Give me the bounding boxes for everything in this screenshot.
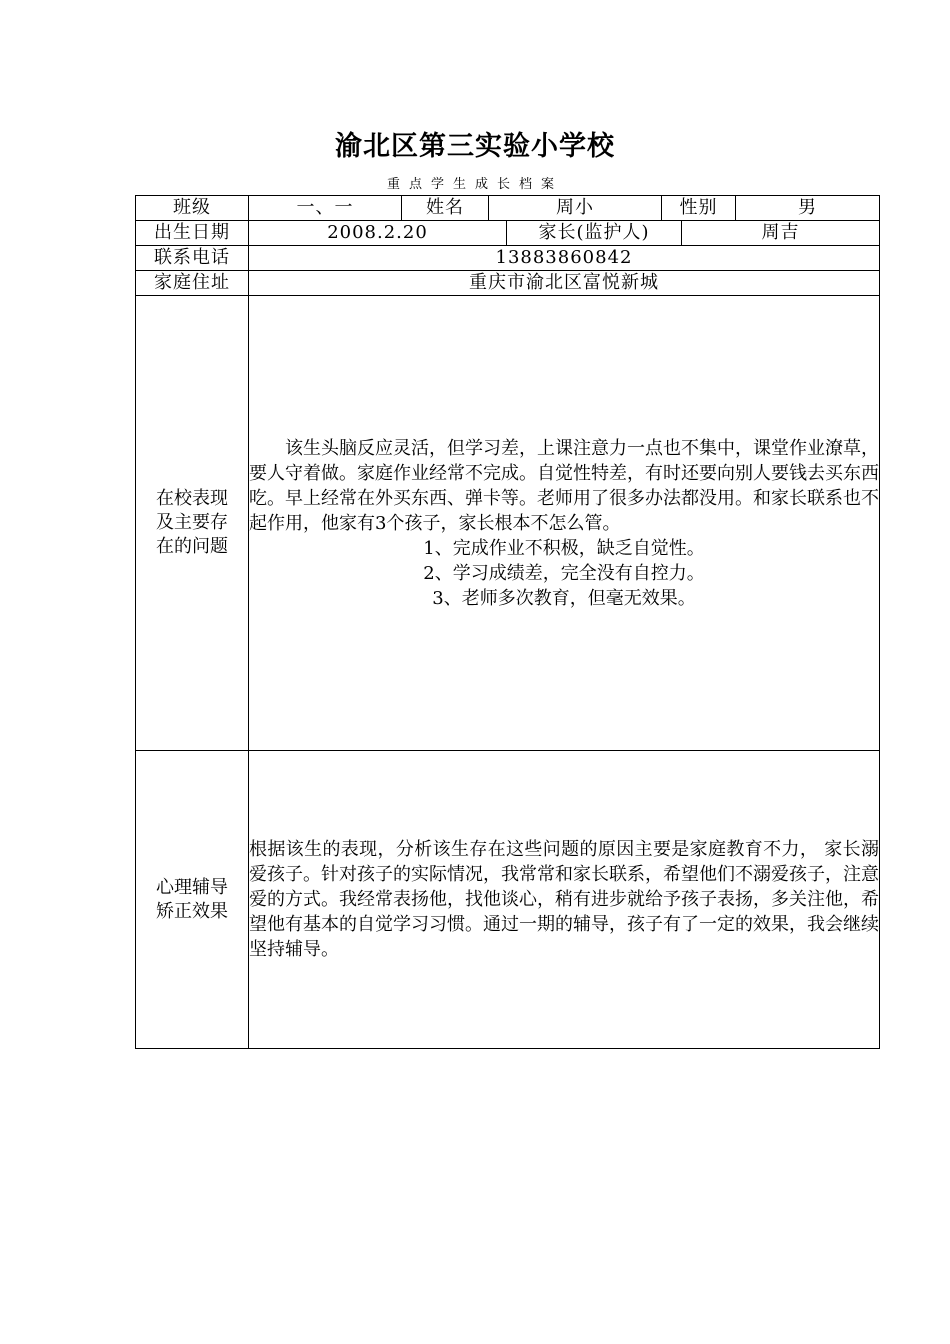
guardian-label: 家长(监护人): [507, 221, 682, 246]
class-value: 一、一: [249, 196, 402, 221]
birth-value: 2008.2.20: [249, 221, 507, 246]
form-subtitle: 重点学生成长档案: [386, 177, 563, 192]
performance-label-line: 在的问题: [156, 536, 228, 557]
phone-value: 13883860842: [249, 246, 880, 271]
performance-paragraph: 该生头脑反应灵活，但学习差，上课注意力一点也不集中，课堂作业潦草，要人守着做。家庭作业经常不完成。自觉性特差，有时还要向别人要钱去买东西吃。早上经常在外买东西、弹卡等。老师用了很多办法都没用。和家长联系也不起作用，他家有3个孩子，家长根本不怎么管。: [249, 437, 879, 534]
performance-item: 1、完成作业不积极，缺乏自觉性。: [423, 537, 705, 559]
gender-value: 男: [736, 196, 880, 221]
counseling-content: [249, 751, 880, 1049]
counseling-label-line: 矫正效果: [156, 900, 228, 922]
student-archive-table: [135, 195, 880, 1049]
birth-label: 出生日期: [136, 221, 249, 246]
performance-label: [136, 296, 249, 751]
name-value: 周小: [489, 196, 662, 221]
address-label: 家庭住址: [136, 271, 249, 296]
counseling-paragraph: 根据该生的表现，分析该生存在这些问题的原因主要是家庭教育不力， 家长溺爱孩子。针对孩子的实际情况，我常常和家长联系，希望他们不溺爱孩子，注意爱的方式。我经常表扬他，找他谈心，稍有进步就给予孩子表扬，多关注他，希望他有基本的自觉学习习惯。通过一期的辅导，孩子有了一定的效果，我会继续坚持辅导。: [249, 839, 879, 960]
row-counseling: [136, 751, 880, 1049]
performance-label-line: 在校表现: [156, 488, 228, 509]
row-phone: [136, 246, 880, 271]
guardian-value: 周吉: [682, 221, 880, 246]
school-title: 渝北区第三实验小学校: [335, 131, 615, 162]
row-address: [136, 271, 880, 296]
counseling-label-line: 心理辅导: [156, 876, 228, 898]
performance-item: 2、学习成绩差，完全没有自控力。: [423, 562, 705, 584]
row-birth: [136, 221, 880, 246]
performance-item: 3、老师多次教育，但毫无效果。: [432, 587, 696, 609]
row-class: [136, 196, 880, 221]
counseling-label: [136, 751, 249, 1049]
phone-label: 联系电话: [136, 246, 249, 271]
name-label: 姓名: [402, 196, 489, 221]
class-label: 班级: [136, 196, 249, 221]
row-school-performance: [136, 296, 880, 751]
performance-label-line: 及主要存: [156, 512, 228, 533]
performance-content: [249, 296, 880, 751]
gender-label: 性别: [662, 196, 736, 221]
address-value: 重庆市渝北区富悦新城: [249, 271, 880, 296]
